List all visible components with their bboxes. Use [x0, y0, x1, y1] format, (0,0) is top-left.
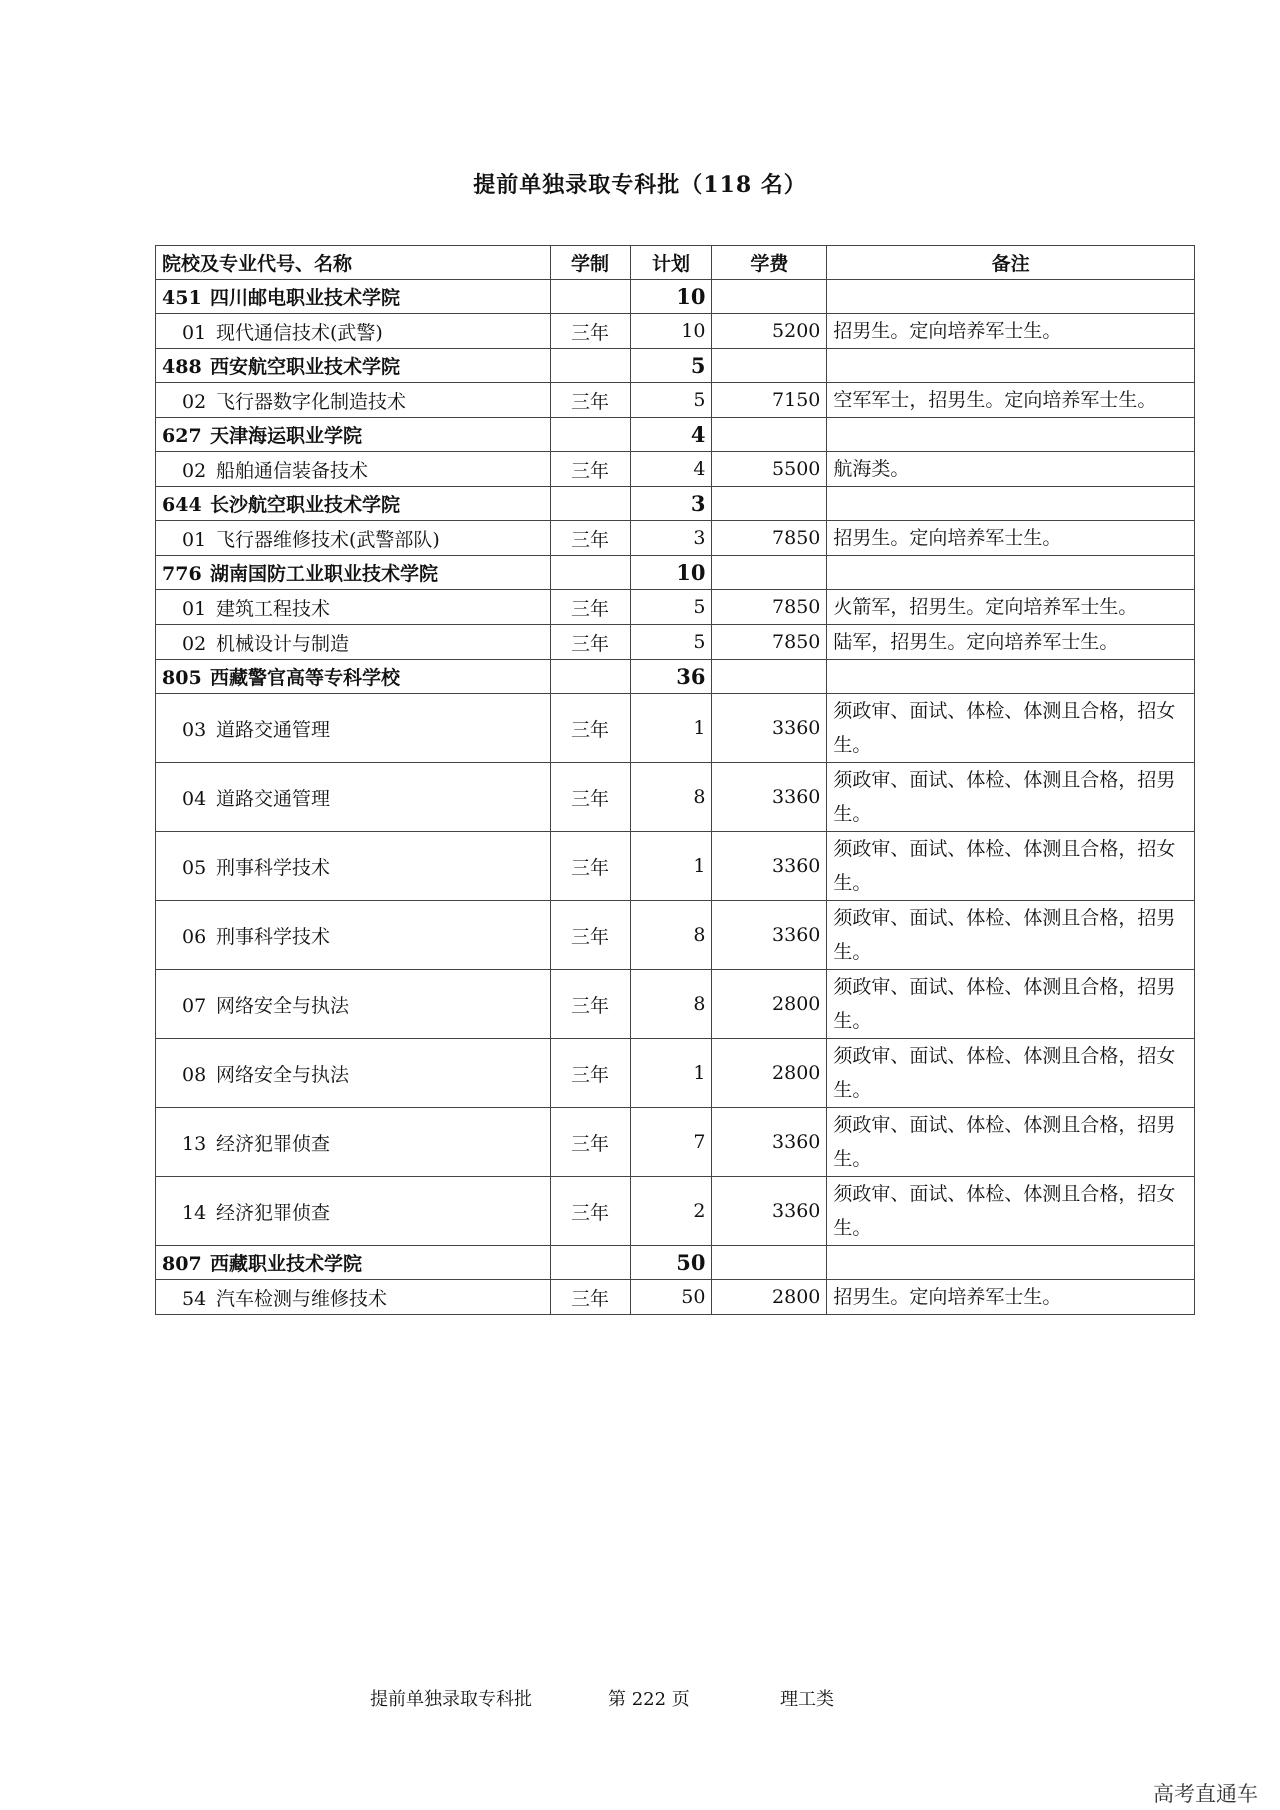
major-fee: 2800 — [712, 1280, 827, 1315]
school-row — [156, 660, 1195, 694]
major-name: 现代通信技术(武警) — [216, 321, 383, 344]
major-fee: 3360 — [712, 694, 827, 763]
major-code: 04 — [182, 787, 207, 810]
school-note-cell — [827, 280, 1195, 314]
major-years: 三年 — [550, 314, 630, 349]
school-plan: 50 — [630, 1246, 712, 1280]
major-plan: 10 — [630, 314, 712, 349]
school-code: 627 — [162, 425, 202, 447]
major-note: 须政审、面试、体检、体测且合格，招女生。 — [827, 694, 1195, 763]
major-name-cell — [156, 970, 551, 1039]
school-plan: 10 — [630, 556, 712, 590]
school-name: 湖南国防工业职业技术学院 — [210, 563, 439, 585]
major-note: 须政审、面试、体检、体测且合格，招男生。 — [827, 970, 1195, 1039]
major-years: 三年 — [550, 1280, 630, 1315]
major-name-cell — [156, 383, 551, 418]
major-code: 01 — [182, 528, 207, 551]
major-fee: 7850 — [712, 590, 827, 625]
major-row — [156, 383, 1195, 418]
table-header-row — [156, 246, 1195, 280]
major-fee: 7850 — [712, 521, 827, 556]
major-years: 三年 — [550, 590, 630, 625]
major-plan: 8 — [630, 763, 712, 832]
major-row — [156, 625, 1195, 660]
major-name: 刑事科学技术 — [216, 856, 331, 879]
school-name: 西藏警官高等专科学校 — [210, 667, 401, 689]
major-note: 须政审、面试、体检、体测且合格，招女生。 — [827, 1177, 1195, 1246]
major-name: 机械设计与制造 — [216, 632, 350, 655]
major-fee: 3360 — [712, 832, 827, 901]
major-name-cell — [156, 1177, 551, 1246]
major-years: 三年 — [550, 970, 630, 1039]
school-years-cell — [550, 349, 630, 383]
major-row — [156, 314, 1195, 349]
major-years: 三年 — [550, 832, 630, 901]
major-plan: 3 — [630, 521, 712, 556]
major-code: 02 — [182, 390, 207, 413]
footer-page-number: 第 222 页 — [608, 1689, 690, 1710]
school-fee-cell — [712, 660, 827, 694]
major-code: 01 — [182, 321, 207, 344]
major-code: 02 — [182, 459, 207, 482]
major-plan: 7 — [630, 1108, 712, 1177]
school-row — [156, 556, 1195, 590]
school-code: 807 — [162, 1253, 202, 1275]
major-code: 06 — [182, 925, 207, 948]
school-code: 488 — [162, 356, 202, 378]
major-note: 陆军，招男生。定向培养军士生。 — [827, 625, 1195, 660]
header-name: 院校及专业代号、名称 — [156, 246, 551, 280]
school-note-cell — [827, 487, 1195, 521]
major-name-cell — [156, 694, 551, 763]
major-row — [156, 452, 1195, 487]
school-name-cell — [156, 556, 551, 590]
major-name-cell — [156, 1108, 551, 1177]
school-fee-cell — [712, 1246, 827, 1280]
major-note: 招男生。定向培养军士生。 — [827, 314, 1195, 349]
header-fee: 学费 — [712, 246, 827, 280]
major-fee: 3360 — [712, 1108, 827, 1177]
school-note-cell — [827, 660, 1195, 694]
major-fee: 5500 — [712, 452, 827, 487]
school-name-cell — [156, 418, 551, 452]
major-code: 03 — [182, 718, 207, 741]
school-years-cell — [550, 660, 630, 694]
major-name-cell — [156, 590, 551, 625]
major-plan: 1 — [630, 694, 712, 763]
major-row — [156, 694, 1195, 763]
major-code: 54 — [182, 1287, 207, 1310]
school-name-cell — [156, 1246, 551, 1280]
school-name: 天津海运职业学院 — [210, 425, 363, 447]
major-plan: 4 — [630, 452, 712, 487]
school-row — [156, 1246, 1195, 1280]
major-fee: 7850 — [712, 625, 827, 660]
major-fee: 3360 — [712, 901, 827, 970]
footer-batch: 提前单独录取专科批 — [370, 1689, 532, 1710]
school-plan: 36 — [630, 660, 712, 694]
major-plan: 2 — [630, 1177, 712, 1246]
watermark: 高考直通车 — [1153, 1782, 1258, 1806]
school-name: 四川邮电职业技术学院 — [210, 287, 401, 309]
major-note: 须政审、面试、体检、体测且合格，招男生。 — [827, 901, 1195, 970]
school-name: 西安航空职业技术学院 — [210, 356, 401, 378]
school-note-cell — [827, 556, 1195, 590]
major-note: 空军军士，招男生。定向培养军士生。 — [827, 383, 1195, 418]
major-plan: 5 — [630, 383, 712, 418]
major-row — [156, 901, 1195, 970]
major-name: 汽车检测与维修技术 — [216, 1287, 388, 1310]
school-note-cell — [827, 349, 1195, 383]
school-name-cell — [156, 487, 551, 521]
major-name-cell — [156, 452, 551, 487]
major-row — [156, 521, 1195, 556]
major-years: 三年 — [550, 901, 630, 970]
major-note: 须政审、面试、体检、体测且合格，招女生。 — [827, 1039, 1195, 1108]
major-name-cell — [156, 901, 551, 970]
school-fee-cell — [712, 280, 827, 314]
school-years-cell — [550, 418, 630, 452]
header-years: 学制 — [550, 246, 630, 280]
school-fee-cell — [712, 487, 827, 521]
school-name-cell — [156, 660, 551, 694]
header-note: 备注 — [827, 246, 1195, 280]
school-name-cell — [156, 280, 551, 314]
major-code: 02 — [182, 632, 207, 655]
major-plan: 1 — [630, 832, 712, 901]
major-row — [156, 832, 1195, 901]
school-name-cell — [156, 349, 551, 383]
admission-table — [155, 245, 1195, 1315]
major-name: 建筑工程技术 — [216, 597, 331, 620]
major-name: 飞行器数字化制造技术 — [216, 390, 407, 413]
major-years: 三年 — [550, 763, 630, 832]
major-name-cell — [156, 314, 551, 349]
major-fee: 7150 — [712, 383, 827, 418]
major-row — [156, 590, 1195, 625]
school-note-cell — [827, 1246, 1195, 1280]
school-code: 644 — [162, 494, 202, 516]
major-fee: 2800 — [712, 970, 827, 1039]
major-fee: 5200 — [712, 314, 827, 349]
school-fee-cell — [712, 418, 827, 452]
school-fee-cell — [712, 556, 827, 590]
major-code: 14 — [182, 1201, 207, 1224]
major-code: 08 — [182, 1063, 207, 1086]
major-plan: 8 — [630, 901, 712, 970]
footer-category: 理工类 — [780, 1689, 834, 1710]
major-plan: 50 — [630, 1280, 712, 1315]
major-years: 三年 — [550, 1177, 630, 1246]
school-plan: 5 — [630, 349, 712, 383]
major-row — [156, 763, 1195, 832]
major-note: 招男生。定向培养军士生。 — [827, 521, 1195, 556]
major-years: 三年 — [550, 625, 630, 660]
major-name: 刑事科学技术 — [216, 925, 331, 948]
major-fee: 3360 — [712, 763, 827, 832]
school-row — [156, 418, 1195, 452]
major-row — [156, 970, 1195, 1039]
major-name: 经济犯罪侦查 — [216, 1201, 331, 1224]
major-years: 三年 — [550, 521, 630, 556]
header-plan: 计划 — [630, 246, 712, 280]
major-years: 三年 — [550, 383, 630, 418]
major-years: 三年 — [550, 694, 630, 763]
school-code: 776 — [162, 563, 202, 585]
school-name: 长沙航空职业技术学院 — [210, 494, 401, 516]
major-row — [156, 1108, 1195, 1177]
school-fee-cell — [712, 349, 827, 383]
school-code: 451 — [162, 287, 202, 309]
major-code: 13 — [182, 1132, 207, 1155]
page-title: 提前单独录取专科批（118 名） — [473, 172, 807, 198]
school-years-cell — [550, 556, 630, 590]
school-years-cell — [550, 280, 630, 314]
major-fee: 3360 — [712, 1177, 827, 1246]
school-name: 西藏职业技术学院 — [210, 1253, 363, 1275]
major-note: 航海类。 — [827, 452, 1195, 487]
major-note: 须政审、面试、体检、体测且合格，招男生。 — [827, 1108, 1195, 1177]
major-row — [156, 1280, 1195, 1315]
major-name-cell — [156, 625, 551, 660]
major-row — [156, 1177, 1195, 1246]
major-note: 须政审、面试、体检、体测且合格，招男生。 — [827, 763, 1195, 832]
school-plan: 4 — [630, 418, 712, 452]
major-plan: 1 — [630, 1039, 712, 1108]
school-code: 805 — [162, 667, 202, 689]
major-name: 飞行器维修技术(武警部队) — [216, 528, 440, 551]
major-name: 船舶通信装备技术 — [216, 459, 369, 482]
major-fee: 2800 — [712, 1039, 827, 1108]
major-plan: 8 — [630, 970, 712, 1039]
school-plan: 3 — [630, 487, 712, 521]
school-plan: 10 — [630, 280, 712, 314]
major-code: 05 — [182, 856, 207, 879]
major-row — [156, 1039, 1195, 1108]
major-name-cell — [156, 763, 551, 832]
major-name: 网络安全与执法 — [216, 1063, 350, 1086]
major-name-cell — [156, 832, 551, 901]
major-name-cell — [156, 521, 551, 556]
major-name: 道路交通管理 — [216, 787, 331, 810]
major-note: 火箭军，招男生。定向培养军士生。 — [827, 590, 1195, 625]
major-name-cell — [156, 1280, 551, 1315]
major-years: 三年 — [550, 452, 630, 487]
major-plan: 5 — [630, 590, 712, 625]
school-years-cell — [550, 487, 630, 521]
major-years: 三年 — [550, 1039, 630, 1108]
major-code: 07 — [182, 994, 207, 1017]
major-name: 道路交通管理 — [216, 718, 331, 741]
major-note: 须政审、面试、体检、体测且合格，招女生。 — [827, 832, 1195, 901]
major-plan: 5 — [630, 625, 712, 660]
school-row — [156, 487, 1195, 521]
school-row — [156, 280, 1195, 314]
major-name: 经济犯罪侦查 — [216, 1132, 331, 1155]
school-row — [156, 349, 1195, 383]
major-name-cell — [156, 1039, 551, 1108]
major-years: 三年 — [550, 1108, 630, 1177]
school-note-cell — [827, 418, 1195, 452]
school-years-cell — [550, 1246, 630, 1280]
major-name: 网络安全与执法 — [216, 994, 350, 1017]
table-body — [156, 280, 1195, 1315]
major-code: 01 — [182, 597, 207, 620]
major-note: 招男生。定向培养军士生。 — [827, 1280, 1195, 1315]
